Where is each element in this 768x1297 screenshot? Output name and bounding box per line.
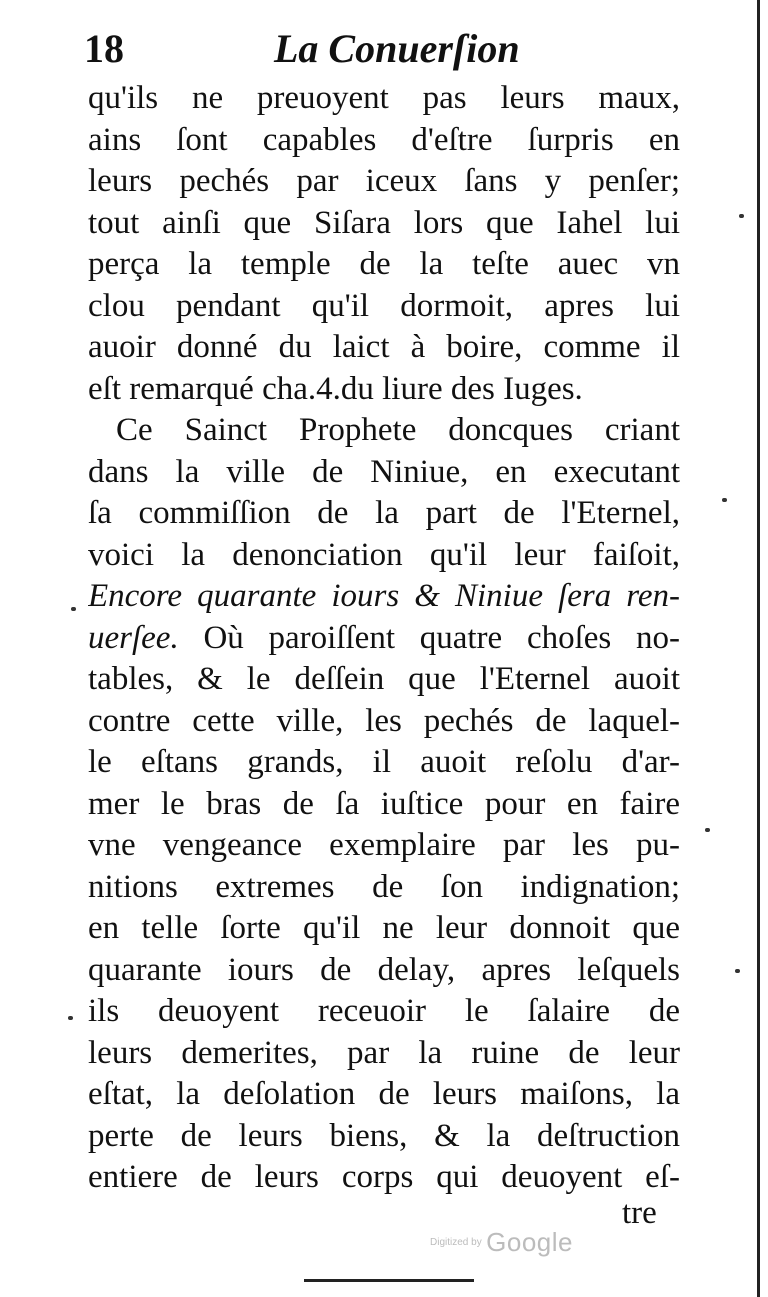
digitized-watermark (430, 1227, 573, 1258)
line-text: en telle ſorte qu'il ne leur donnoit que (88, 910, 680, 946)
line-text: nitions extremes de ſon indignation; (88, 868, 680, 905)
line-text: ils deuoyent receuoir le ſalaire de (88, 993, 680, 1029)
line-text: mer le bras de ſa iuſtice pour en faire (88, 785, 680, 822)
text-line (88, 493, 680, 535)
ink-speck (735, 969, 740, 973)
line-text: ains ſont capables d'eſtre ſurpris en (88, 121, 680, 158)
line-text: voici la denonciation qu'il leur faiſoit, (88, 536, 680, 573)
line-text: contre cette ville, les pechés de laquel- (88, 702, 680, 739)
text-line (88, 950, 680, 992)
text-line (88, 825, 680, 867)
line-text: eſt remarqué cha.4.du liure des Iuges. (88, 370, 583, 407)
text-line (88, 618, 680, 660)
text-line (88, 410, 680, 452)
line-text: quarante iours de delay, apres leſquels (88, 951, 680, 988)
line-text: perça la temple de la teſte auec vn (88, 246, 680, 282)
running-title: La Conuerſion (274, 26, 520, 71)
page-number: 18 (84, 26, 124, 71)
line-text: Ce Sainct Prophete doncques criant (116, 412, 680, 448)
page-header (84, 25, 684, 77)
italic-text: uerſee. (88, 619, 179, 656)
text-line (88, 659, 680, 701)
text-line (88, 908, 680, 950)
text-line (88, 701, 680, 743)
ink-speck (739, 214, 744, 218)
line-text: eſtat, la deſolation de leurs maiſons, la (88, 1076, 680, 1112)
ink-speck (68, 1016, 73, 1020)
bottom-rule (304, 1279, 474, 1282)
body-text (88, 78, 688, 1199)
text-line (88, 784, 680, 826)
text-line (88, 244, 680, 286)
text-line (88, 327, 680, 369)
text-line (88, 535, 680, 577)
watermark-brand: Google (486, 1227, 573, 1257)
line-text: ſa commiſſion de la part de l'Eternel, (88, 495, 680, 531)
text-line (88, 161, 680, 203)
line-text: tables, & le deſſein que l'Eternel auoit (88, 661, 680, 697)
text-line (88, 1116, 680, 1158)
line-text: leurs demerites, par la ruine de leur (88, 1034, 680, 1071)
ink-speck (705, 828, 710, 832)
line-text: vne vengeance exemplaire par les pu- (88, 827, 680, 863)
line-text: tout ainſi que Siſara lors que Iahel lui (88, 204, 680, 241)
line-text: Où paroiſſent quatre choſes no- (178, 619, 680, 656)
line-text: qu'ils ne preuoyent pas leurs maux, (88, 80, 680, 116)
line-text: perte de leurs biens, & la deſtruction (88, 1117, 680, 1154)
text-line (88, 1033, 680, 1075)
text-line (88, 1074, 680, 1116)
text-line (88, 991, 680, 1033)
ink-speck (71, 607, 76, 611)
text-line (88, 742, 680, 784)
italic-text: Encore quarante iours & Niniue ſera ren- (88, 578, 680, 614)
text-line (88, 1157, 680, 1199)
text-line (88, 369, 680, 411)
text-line (88, 120, 680, 162)
page-edge-line (757, 0, 760, 1297)
line-text: entiere de leurs corps qui deuoyent eſ- (88, 1159, 680, 1195)
catchword: tre (622, 1195, 657, 1231)
text-line (88, 286, 680, 328)
watermark-prefix: Digitized by (430, 1237, 482, 1248)
text-line (88, 78, 680, 120)
ink-speck (722, 498, 727, 502)
line-text: dans la ville de Niniue, en executant (88, 453, 680, 490)
text-line (88, 576, 680, 618)
line-text: leurs pechés par iceux ſans y penſer; (88, 163, 680, 199)
line-text: clou pendant qu'il dormoit, apres lui (88, 287, 680, 324)
line-text: le eſtans grands, il auoit reſolu d'ar- (88, 744, 680, 780)
text-line (88, 203, 680, 245)
text-line (88, 452, 680, 494)
text-line (88, 867, 680, 909)
line-text: auoir donné du laict à boire, comme il (88, 329, 680, 365)
